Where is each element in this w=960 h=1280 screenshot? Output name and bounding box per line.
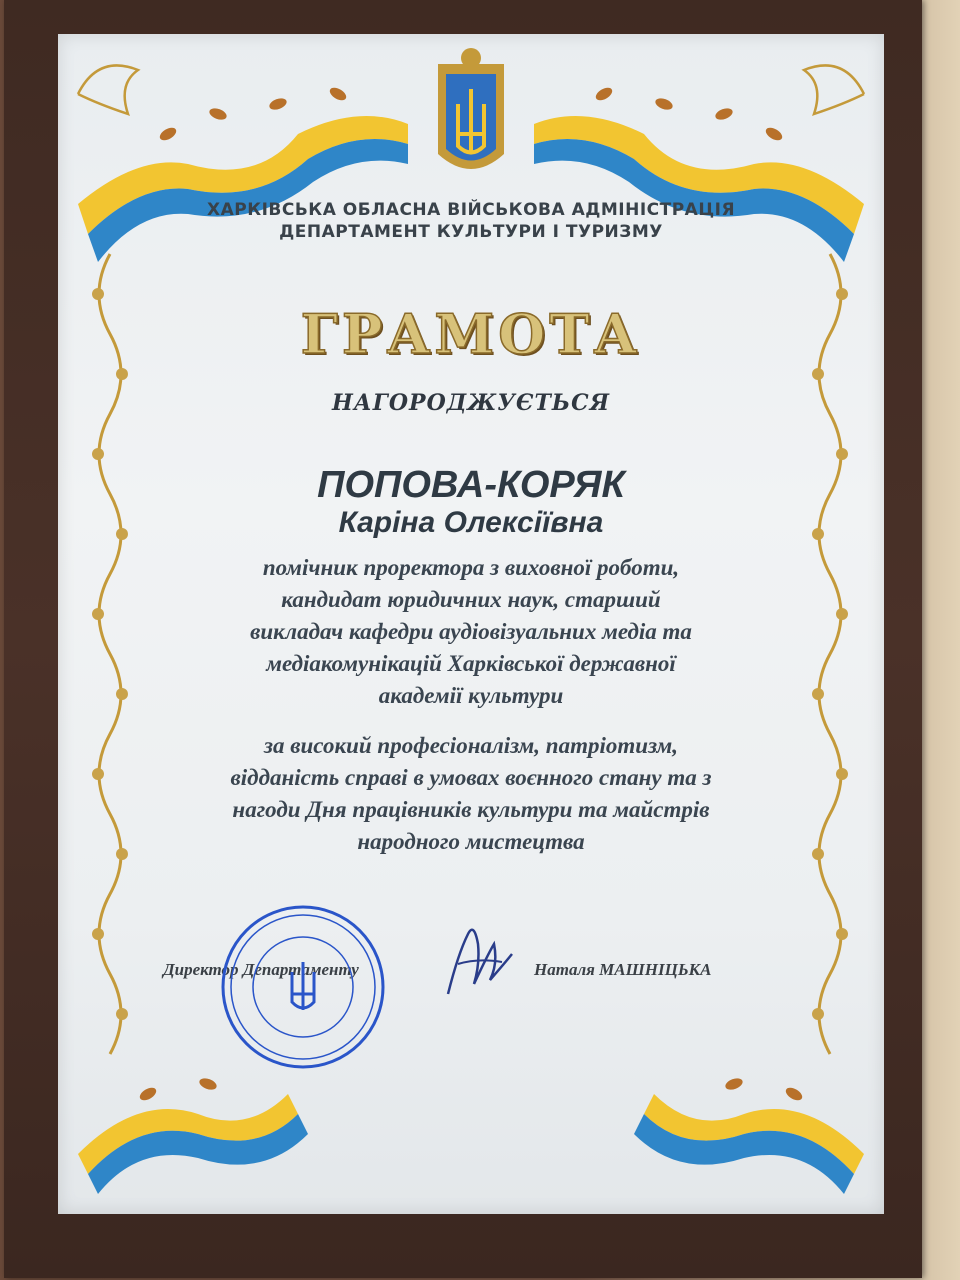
certificate-paper [58,34,884,1214]
coat-of-arms-icon [438,48,504,169]
reason-line: за високий професіоналізм, патріотизм, [264,733,678,758]
recipient-position [58,552,884,712]
position-line: медіакомунікацій Харківської державної [266,651,676,676]
handwritten-signature [428,914,528,1004]
award-reason [58,730,884,858]
position-line: викладач кафедри аудіовізуальних медіа та [250,619,692,644]
position-line: помічник проректора з виховної роботи, [262,555,680,580]
signatory-name: Наталя МАШНІЦЬКА [534,960,712,979]
reason-line: відданість справі в умовах воєнного стану та з [230,765,712,790]
reason-line: нагоди Дня працівників культури та майстрів [232,797,710,822]
reason-line: народного мистецтва [357,829,585,854]
position-line: академії культури [378,683,564,708]
official-stamp-icon [218,902,388,1072]
awarded-label: НАГОРОДЖУЄТЬСЯ [332,390,610,416]
recipient-given-names: Каріна Олексіївна [338,506,604,539]
position-line: кандидат юридичних наук, старший [281,587,661,612]
document-title: ГРАМОТА [300,302,642,366]
signatory-title: Директор Департаменту [163,960,359,979]
organization-line-1: ХАРКІВСЬКА ОБЛАСНА ВІЙСЬКОВА АДМІНІСТРАЦІЯ [206,200,736,220]
recipient-surname: ПОПОВА-КОРЯК [317,464,625,506]
organization-line-2: ДЕПАРТАМЕНТ КУЛЬТУРИ І ТУРИЗМУ [279,222,663,242]
